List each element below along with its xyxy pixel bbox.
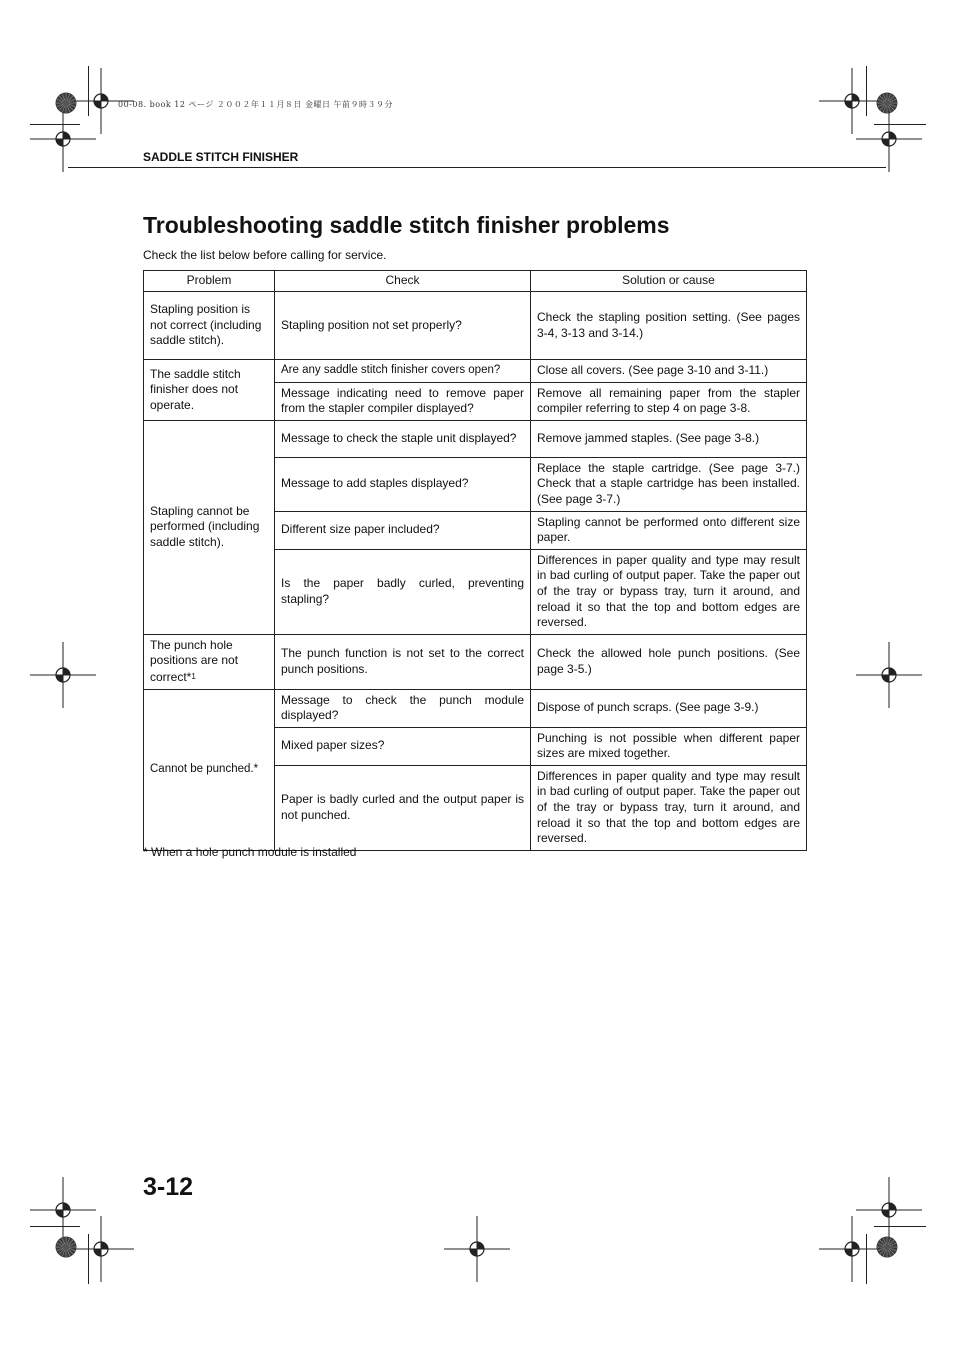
check-cell: Mixed paper sizes? bbox=[275, 727, 531, 765]
solution-cell: Check the stapling position setting. (See pages 3-4, 3-13 and 3-14.) bbox=[531, 292, 807, 360]
check-cell: Different size paper included? bbox=[275, 511, 531, 549]
check-cell: Message indicating need to remove paper from the stapler compiler displayed? bbox=[275, 382, 531, 420]
solution-cell: Dispose of punch scraps. (See page 3-9.) bbox=[531, 689, 807, 727]
solution-cell: Remove all remaining paper from the stapler compiler referring to step 4 on page 3-8. bbox=[531, 382, 807, 420]
footnote-marker: 1 bbox=[191, 671, 196, 681]
registration-mark-middle-right bbox=[856, 642, 922, 708]
table-row bbox=[144, 689, 807, 727]
footnote: * When a hole punch module is installed bbox=[143, 845, 357, 859]
table-row bbox=[144, 360, 807, 383]
color-wheel-bottom-right bbox=[876, 1236, 898, 1258]
problem-cell: The saddle stitch finisher does not operate. bbox=[144, 360, 275, 421]
page-number: 3-12 bbox=[143, 1173, 194, 1201]
column-header-check: Check bbox=[275, 271, 531, 292]
registration-mark-upper-left bbox=[30, 106, 96, 172]
header-rule bbox=[68, 167, 886, 168]
check-cell: Message to check the punch module displayed? bbox=[275, 689, 531, 727]
registration-mark-middle-left bbox=[30, 642, 96, 708]
solution-cell: Check the allowed hole punch positions. (See page 3-5.) bbox=[531, 634, 807, 689]
solution-cell: Differences in paper quality and type may result in bad curling of output paper. Take the paper out of the tray or bypass tray, turn it around, and reload it so that the top and bottom edges are reversed. bbox=[531, 549, 807, 634]
solution-cell: Differences in paper quality and type may result in bad curling of output paper. Take the paper out of the tray or bypass tray, turn it around, and reload it so that the top and bottom edges are reversed. bbox=[531, 765, 807, 850]
table-row bbox=[144, 634, 807, 689]
check-cell: Message to add staples displayed? bbox=[275, 457, 531, 511]
column-header-solution: Solution or cause bbox=[531, 271, 807, 292]
color-wheel-bottom-left bbox=[55, 1236, 77, 1258]
check-cell: The punch function is not set to the correct punch positions. bbox=[275, 634, 531, 689]
registration-mark-upper-right bbox=[856, 106, 922, 172]
problem-text: The punch hole positions are not correct* bbox=[150, 637, 239, 684]
check-cell: Is the paper badly curled, preventing stapling? bbox=[275, 549, 531, 634]
intro-text: Check the list below before calling for service. bbox=[143, 248, 387, 262]
color-wheel-top-left bbox=[55, 92, 77, 114]
registration-mark-bottom-center bbox=[444, 1216, 510, 1282]
problem-cell: Stapling cannot be performed (including saddle stitch). bbox=[144, 420, 275, 634]
solution-cell: Remove jammed staples. (See page 3-8.) bbox=[531, 420, 807, 457]
table-row bbox=[144, 292, 807, 360]
problem-cell: Stapling position is not correct (including saddle stitch). bbox=[144, 292, 275, 360]
solution-cell: Replace the staple cartridge. (See page 3-7.) Check that a staple cartridge has been installed. (See page 3-7.) bbox=[531, 457, 807, 511]
check-cell: Are any saddle stitch finisher covers open? bbox=[275, 360, 531, 383]
solution-cell: Stapling cannot be performed onto different size paper. bbox=[531, 511, 807, 549]
check-cell: Stapling position not set properly? bbox=[275, 292, 531, 360]
check-cell: Paper is badly curled and the output paper is not punched. bbox=[275, 765, 531, 850]
problem-cell: Cannot be punched.* bbox=[144, 689, 275, 850]
table-row bbox=[144, 420, 807, 457]
troubleshooting-table bbox=[143, 270, 807, 851]
printer-timestamp: 00-08. book 12 ページ ２００２年１１月８日 金曜日 午前９時３９分 bbox=[118, 100, 393, 109]
registration-mark-bottom-left bbox=[68, 1216, 134, 1282]
solution-cell: Close all covers. (See page 3-10 and 3-11.) bbox=[531, 360, 807, 383]
solution-cell: Punching is not possible when different paper sizes are mixed together. bbox=[531, 727, 807, 765]
table-header-row bbox=[144, 271, 807, 292]
page-title: Troubleshooting saddle stitch finisher problems bbox=[143, 212, 670, 238]
problem-cell bbox=[144, 634, 275, 689]
column-header-problem: Problem bbox=[144, 271, 275, 292]
check-cell: Message to check the staple unit displayed? bbox=[275, 420, 531, 457]
color-wheel-top-right bbox=[876, 92, 898, 114]
section-header: SADDLE STITCH FINISHER bbox=[143, 150, 299, 164]
